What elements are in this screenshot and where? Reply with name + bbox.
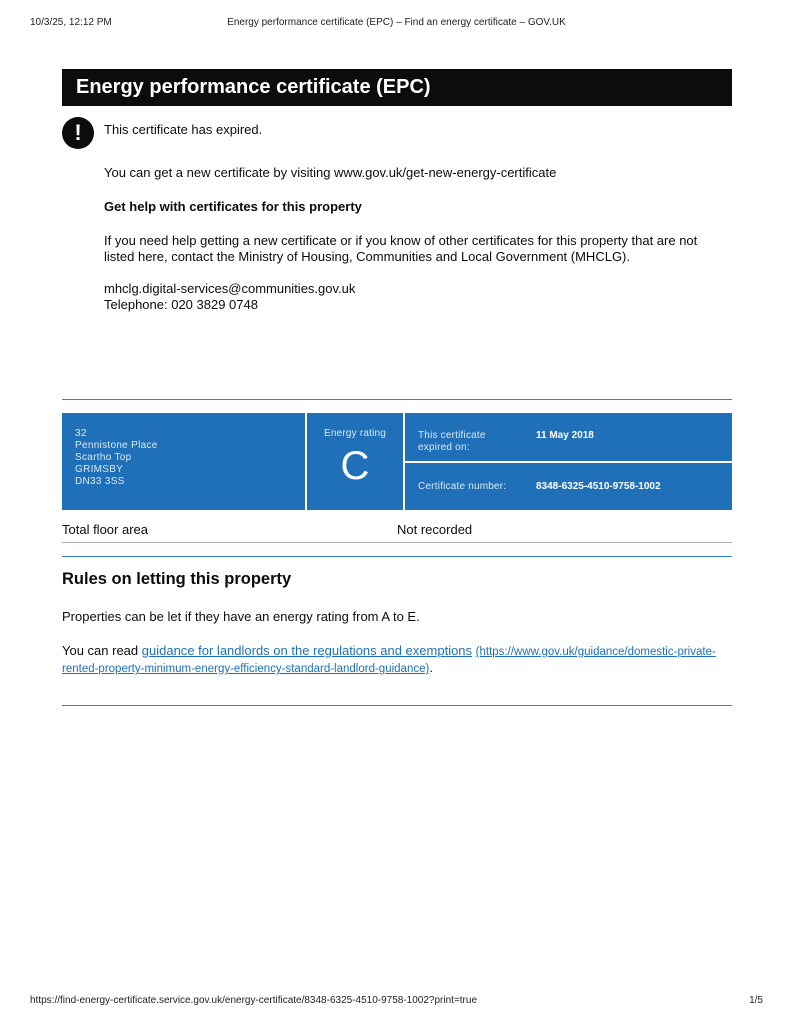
print-datetime: 10/3/25, 12:12 PM bbox=[30, 17, 112, 28]
page-number: 1/5 bbox=[749, 995, 763, 1006]
property-address bbox=[62, 413, 305, 510]
certificate-number-box bbox=[405, 463, 732, 510]
address-line: 32 bbox=[75, 428, 87, 439]
certificate-panel bbox=[62, 413, 732, 510]
print-url: https://find-energy-certificate.service.gov.uk/energy-certificate/8348-6325-4510-9758-1002?print=true bbox=[30, 995, 478, 1006]
floor-area-label: Total floor area bbox=[62, 522, 148, 537]
energy-rating-value: C bbox=[340, 444, 370, 488]
section-divider bbox=[62, 399, 732, 400]
guidance-paragraph bbox=[62, 643, 722, 677]
floor-area-value: Not recorded bbox=[397, 522, 473, 537]
expiry-box bbox=[405, 413, 732, 461]
help-heading: Get help with certificates for this property bbox=[104, 199, 362, 214]
contact-email: mhclg.digital-services@communities.gov.uk bbox=[104, 281, 356, 296]
certificate-number: 8348-6325-4510-9758-1002 bbox=[536, 481, 661, 492]
new-certificate-text: You can get a new certificate by visiting www.gov.uk/get-new-energy-certificate bbox=[104, 165, 557, 180]
floor-area-row bbox=[62, 522, 732, 543]
expiry-date: 11 May 2018 bbox=[536, 430, 594, 441]
energy-rating-label: Energy rating bbox=[323, 428, 387, 439]
guidance-url-link[interactable]: (https://www.gov.uk/guidance/domestic-private-rented-property-minimum-energy-efficiency-standard-landlord-guidance) bbox=[62, 646, 716, 675]
print-header bbox=[30, 17, 763, 31]
energy-rating-box bbox=[307, 413, 403, 510]
section-divider bbox=[62, 556, 732, 557]
contact-telephone: Telephone: 020 3829 0748 bbox=[104, 297, 258, 312]
print-page-title: Energy performance certificate (EPC) – Find an energy certificate – GOV.UK bbox=[227, 17, 566, 28]
certificate-number-label: Certificate number: bbox=[418, 481, 507, 492]
page-title: Energy performance certificate (EPC) bbox=[62, 69, 732, 106]
print-footer bbox=[30, 995, 763, 1009]
address-line: Scartho Top bbox=[75, 452, 132, 463]
letting-heading: Rules on letting this property bbox=[62, 570, 292, 588]
exclamation-icon: ! bbox=[62, 117, 94, 149]
letting-text: Properties can be let if they have an energy rating from A to E. bbox=[62, 609, 420, 624]
expired-notice: This certificate has expired. bbox=[104, 122, 263, 137]
address-line: DN33 3SS bbox=[75, 476, 125, 487]
guidance-suffix: . bbox=[429, 660, 433, 675]
guidance-prefix: You can read bbox=[62, 643, 142, 658]
expiry-label: This certificate expired on: bbox=[418, 430, 486, 453]
help-text: If you need help getting a new certificate or if you know of other certificates for this property that are not listed here, contact the Ministry of Housing, Communities and Local Government (MHCLG). bbox=[104, 233, 698, 264]
address-line: GRIMSBY bbox=[75, 464, 124, 475]
section-divider bbox=[62, 705, 732, 706]
address-line: Pennistone Place bbox=[75, 440, 158, 451]
guidance-link[interactable]: guidance for landlords on the regulations and exemptions bbox=[141, 643, 473, 658]
